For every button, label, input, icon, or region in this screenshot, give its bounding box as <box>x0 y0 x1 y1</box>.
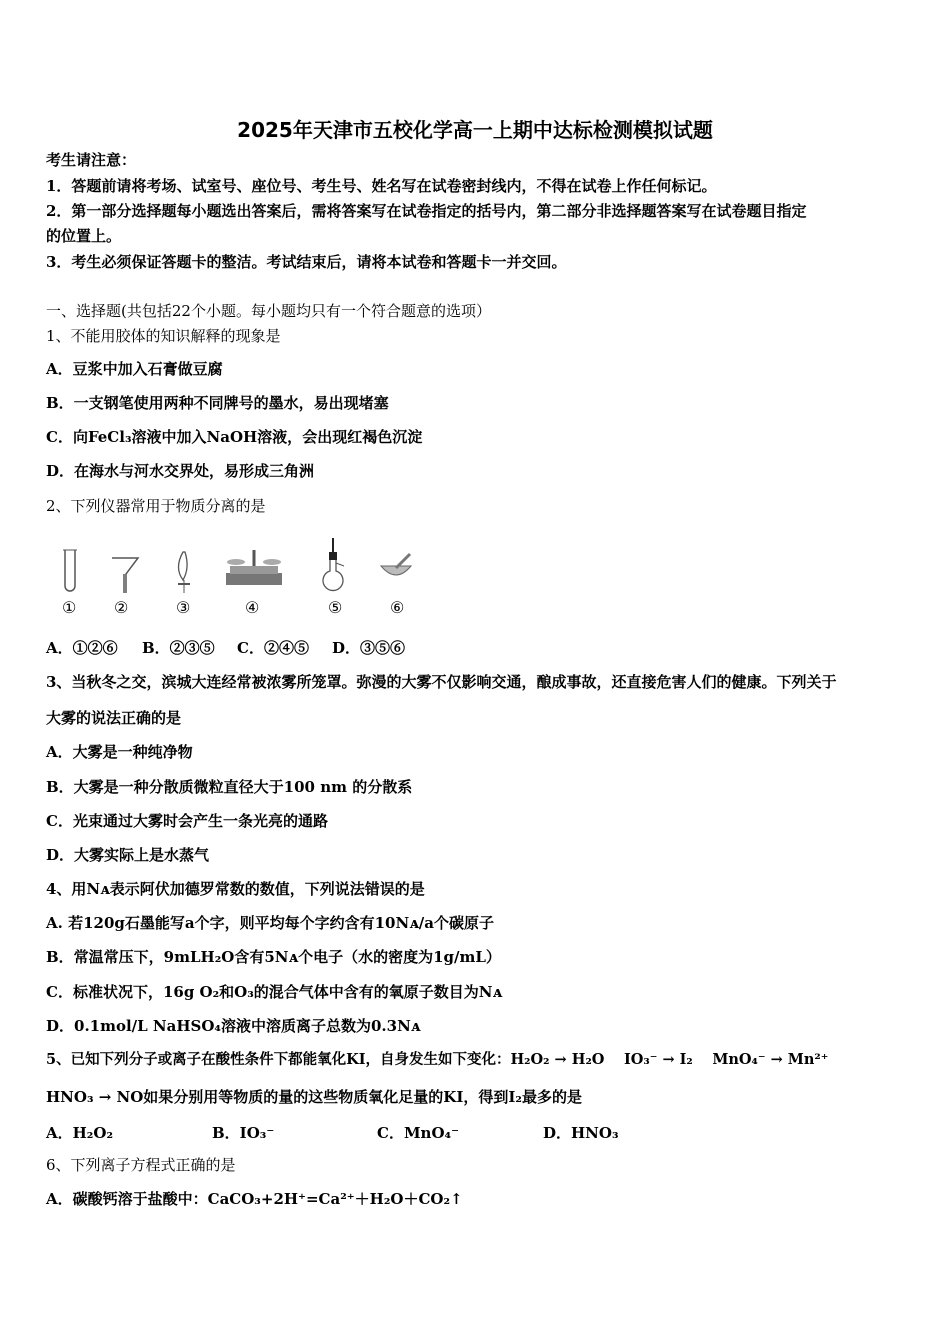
question-5-option: B．IO₃⁻ <box>212 1124 275 1142</box>
notice-item: 2．第一部分选择题每小题选出答案后，需将答案写在试卷指定的括号内，第二部分非选择题答案写在试卷题目指定 <box>46 202 807 220</box>
funnel-icon <box>110 538 140 593</box>
question-3-option: A．大雾是一种纯净物 <box>46 743 193 761</box>
question-1-option: A．豆浆中加入石膏做豆腐 <box>46 360 223 378</box>
figure-label: ⑤ <box>328 598 343 617</box>
figure-label: ④ <box>245 598 260 617</box>
notice-item: 1．答题前请将考场、试室号、座位号、考生号、姓名写在试卷密封线内，不得在试卷上作任何标记。 <box>46 177 717 195</box>
section-heading: 一、选择题(共包括22个小题。每小题均只有一个符合题意的选项） <box>46 302 491 320</box>
question-5-option: A．H₂O₂ <box>46 1124 114 1142</box>
question-4-option: B．常温常压下，9mLH₂O含有5Nᴀ个电子（水的密度为1g/mL） <box>46 948 501 966</box>
question-6-stem: 6、下列离子方程式正确的是 <box>46 1156 236 1174</box>
balance-icon <box>224 538 284 593</box>
separatory-funnel-icon <box>170 538 200 593</box>
question-5-stem: 5、已知下列分子或离子在酸性条件下都能氧化KI，自身发生如下变化：H₂O₂ → H₂O IO₃⁻ → I₂ MnO₄⁻ → Mn²⁺ <box>46 1051 829 1068</box>
question-5-option: C．MnO₄⁻ <box>377 1124 460 1142</box>
question-6-option: A．碳酸钙溶于盐酸中：CaCO₃+2H⁺=Ca²⁺＋H₂O＋CO₂↑ <box>46 1190 463 1208</box>
question-1-option: D．在海水与河水交界处，易形成三角洲 <box>46 462 315 480</box>
question-2-stem: 2、下列仪器常用于物质分离的是 <box>46 497 266 515</box>
question-3-stem: 大雾的说法正确的是 <box>46 709 182 727</box>
question-4-option: A. 若120g石墨能写a个字，则平均每个字约含有10Nᴀ/a个碳原子 <box>46 914 495 932</box>
question-3-option: D．大雾实际上是水蒸气 <box>46 846 210 864</box>
notice-item: 的位置上。 <box>46 227 122 245</box>
figure-label: ① <box>62 598 77 617</box>
question-3-stem: 3、当秋冬之交，滨城大连经常被浓雾所笼罩。弥漫的大雾不仅影响交通，酿成事故，还直接危害人们的健康。下列关于 <box>46 673 837 691</box>
question-3-option: C．光束通过大雾时会产生一条光亮的通路 <box>46 812 328 830</box>
question-1-option: B．一支钢笔使用两种不同牌号的墨水，易出现堵塞 <box>46 394 389 412</box>
question-2-option: B．②③⑤ <box>142 639 215 657</box>
question-5-option: D．HNO₃ <box>543 1124 619 1142</box>
mortar-icon <box>378 538 414 593</box>
notice-heading: 考生请注意： <box>46 151 137 169</box>
question-1-option: C．向FeCl₃溶液中加入NaOH溶液，会出现红褐色沉淀 <box>46 428 423 446</box>
distillation-flask-icon <box>318 538 354 593</box>
page-title: 2025年天津市五校化学高一上期中达标检测模拟试题 <box>237 118 713 142</box>
figure-label: ③ <box>176 598 191 617</box>
figure-label: ② <box>114 598 129 617</box>
test-tube-icon <box>60 538 80 593</box>
question-2-option: D．③⑤⑥ <box>332 639 406 657</box>
question-4-stem: 4、用Nᴀ表示阿伏加德罗常数的数值，下列说法错误的是 <box>46 880 425 898</box>
question-4-option: D．0.1mol/L NaHSO₄溶液中溶质离子总数为0.3Nᴀ <box>46 1017 421 1035</box>
question-2-option: C．②④⑤ <box>237 639 309 657</box>
question-1-stem: 1、不能用胶体的知识解释的现象是 <box>46 327 281 345</box>
question-5-stem: HNO₃ → NO如果分别用等物质的量的这些物质氧化足量的KI，得到I₂最多的是 <box>46 1088 582 1106</box>
figure-label: ⑥ <box>390 598 405 617</box>
question-3-option: B．大雾是一种分散质微粒直径大于100 nm 的分散系 <box>46 778 413 796</box>
question-4-option: C．标准状况下，16g O₂和O₃的混合气体中含有的氧原子数目为Nᴀ <box>46 983 503 1001</box>
question-2-option: A．①②⑥ <box>46 639 118 657</box>
notice-item: 3．考生必须保证答题卡的整洁。考试结束后，请将本试卷和答题卡一并交回。 <box>46 253 567 271</box>
